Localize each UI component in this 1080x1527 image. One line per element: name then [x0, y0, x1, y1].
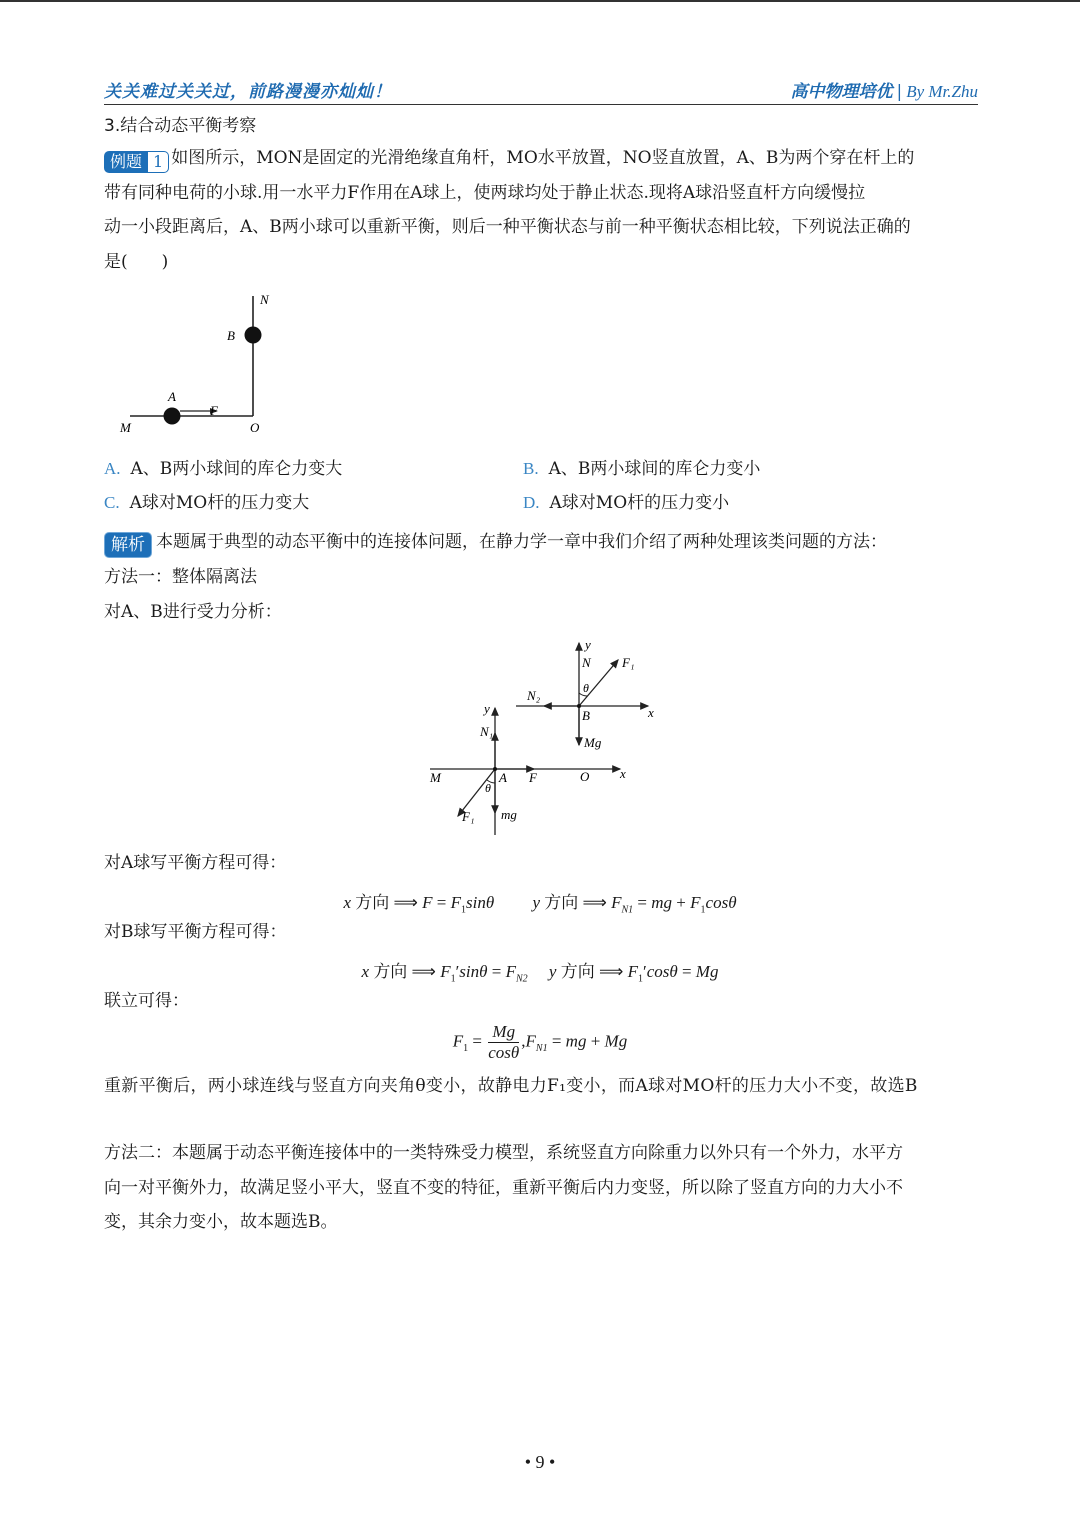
- example-text: 如图所示，MON是固定的光滑绝缘直角杆，MO水平放置，NO竖直放置，A、B为两个穿在杆上的: [171, 148, 915, 168]
- label-x-top: x: [648, 705, 654, 720]
- label-f1-top: F₁: [622, 655, 635, 670]
- label-n: N: [260, 292, 269, 307]
- label-n1: N₁: [480, 724, 494, 739]
- method2-line-1: 方法二：本题属于动态平衡连接体中的一类特殊受力模型，系统竖直方向除重力以外只有一个外力，水平方: [104, 1143, 903, 1163]
- label-mg-small: mg: [501, 807, 517, 822]
- option-b[interactable]: [523, 459, 760, 479]
- section-title: 3.结合动态平衡考察: [104, 116, 257, 136]
- label-m-fbd: M: [430, 770, 441, 785]
- option-b-letter: B.: [523, 459, 539, 478]
- option-c-letter: C.: [104, 493, 120, 512]
- analysis-intro-line: [104, 532, 887, 558]
- option-a-letter: A.: [104, 459, 121, 478]
- combine-intro: 联立可得：: [104, 991, 189, 1011]
- label-theta-top: θ: [583, 681, 589, 695]
- option-d[interactable]: [523, 493, 729, 513]
- method2: [104, 1136, 978, 1240]
- label-x-bottom: x: [620, 766, 626, 781]
- header-brand: 高中物理培优: [790, 82, 893, 102]
- figure-force-diagram: [420, 635, 670, 835]
- example-line-3: 动一小段距离后，A、B两小球可以重新平衡，则后一种平衡状态与前一种平衡状态相比较，下列说法正确的: [104, 217, 911, 237]
- example-line-1: [104, 141, 978, 176]
- label-n-top: N: [582, 655, 591, 670]
- example-badge-number: 1: [148, 151, 169, 173]
- option-b-text: A、B两小球间的库仑力变小: [548, 459, 761, 479]
- conclusion-1: 重新平衡后，两小球连线与竖直方向夹角θ变小，故静电力F₁变小，而A球对MO杆的压力大小不变，故选B: [104, 1076, 918, 1096]
- page-number: • 9 •: [524, 1452, 556, 1472]
- figure-rod-diagram: [110, 288, 290, 438]
- label-o: O: [250, 420, 260, 435]
- label-theta-bottom: θ: [485, 781, 491, 795]
- example-badge-label: 例题: [104, 151, 148, 173]
- analysis-badge: 解析: [104, 532, 152, 558]
- header-motto: 关关难过关关过，前路漫漫亦灿灿！: [104, 82, 392, 102]
- label-f-fbd: F: [529, 770, 537, 785]
- top-border: [0, 0, 1080, 2]
- label-f1-bottom: F₁: [462, 809, 475, 824]
- label-a-fbd: A: [499, 770, 507, 785]
- eq-a-intro: 对A球写平衡方程可得：: [104, 853, 287, 873]
- label-y-bottom: y: [484, 701, 490, 716]
- ball-b: [245, 327, 262, 344]
- method2-line-3: 变，其余力变小，故本题选B。: [104, 1212, 338, 1232]
- method1-step: 对A、B进行受力分析：: [104, 602, 282, 622]
- eq-b-intro: 对B球写平衡方程可得：: [104, 922, 287, 942]
- label-y-top: y: [585, 637, 591, 652]
- option-a[interactable]: [104, 459, 342, 479]
- label-a: A: [168, 389, 176, 404]
- ball-a: [164, 408, 181, 425]
- option-d-letter: D.: [523, 493, 540, 512]
- equation-a: x 方向 ⟹ $F = F_1\sin\theta$ y 方向 ⟹ $F_{N1}$ = mg + $F_1\cos\theta$: [343, 893, 737, 916]
- analysis-intro: 本题属于典型的动态平衡中的连接体问题，在静力学一章中我们介绍了两种处理该类问题的方法：: [156, 532, 887, 552]
- option-a-text: A、B两小球间的库仑力变大: [130, 459, 343, 479]
- example-badge: [104, 151, 169, 173]
- option-c-text: A球对MO杆的压力变大: [129, 493, 310, 513]
- fraction: $\frac{Mg}{\cos\theta}$: [488, 1022, 520, 1062]
- label-m: M: [120, 420, 131, 435]
- combined-equation: $F_1$ = $\frac{Mg}{\cos\theta}$ $,F_{N1}$ = mg + Mg: [452, 1022, 628, 1062]
- option-c[interactable]: [104, 493, 309, 513]
- example-line-2: 带有同种电荷的小球.用一水平力F作用在A球上，使两球均处于静止状态.现将A球沿竖直杆方向缓慢拉: [104, 182, 866, 203]
- option-d-text: A球对MO杆的压力变小: [549, 493, 730, 513]
- equation-b: x 方向 ⟹ $F_1'\sin\theta = F_{N2}$ y 方向 ⟹ $F_1'\cos\theta = Mg$: [361, 962, 719, 985]
- label-f: F: [210, 403, 218, 418]
- label-o-fbd: O: [580, 769, 590, 784]
- example-question: [104, 141, 978, 279]
- label-mg-big: Mg: [584, 735, 602, 750]
- label-n2: N₂: [527, 688, 541, 703]
- header-brand-group: [790, 77, 978, 104]
- method1-title: 方法一：整体隔离法: [104, 567, 257, 587]
- label-b: B: [227, 328, 235, 343]
- page-header: [104, 80, 978, 105]
- header-author: By Mr.Zhu: [906, 82, 978, 101]
- label-b-fbd: B: [582, 708, 590, 723]
- method2-line-2: 向一对平衡外力，故满足竖小平大，竖直不变的特征，重新平衡后内力变竖，所以除了竖直方向的力大小不: [104, 1177, 903, 1198]
- header-separator: |: [896, 82, 903, 102]
- example-line-4: 是( ): [104, 251, 169, 272]
